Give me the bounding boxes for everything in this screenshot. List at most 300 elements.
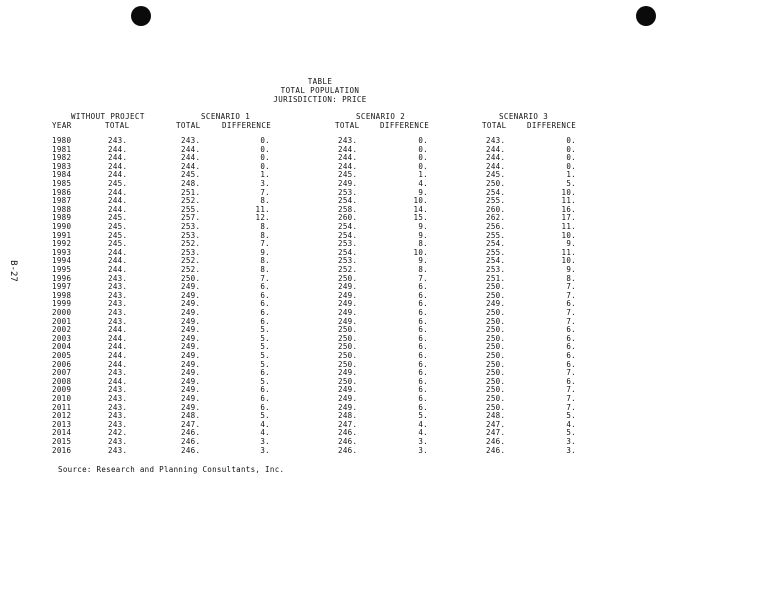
scenario1-total-cell: 249. <box>181 299 201 309</box>
scenario1-difference-cell: 3. <box>260 445 270 455</box>
year-cell: 1999 <box>52 299 72 309</box>
scenario2-total-cell: 249. <box>338 299 358 309</box>
scenario2-difference-cell: 6. <box>418 342 428 352</box>
without-project-total-cell: 245. <box>108 222 128 231</box>
scenario1-difference-cell: 5. <box>260 359 270 369</box>
scenario1-total-cell: 250. <box>181 273 201 283</box>
scenario3-difference-cell: 6. <box>566 342 576 352</box>
scenario2-total-cell: 247. <box>338 419 358 429</box>
scenario2-total-cell: 250. <box>338 342 358 352</box>
without-project-total-cell: 243. <box>108 299 128 309</box>
scenario3-difference-cell: 3. <box>566 445 576 455</box>
scenario3-total-cell: 250. <box>486 325 506 335</box>
scenario2-total-cell: 258. <box>338 204 358 214</box>
scenario2-difference-cell: 9. <box>418 187 428 197</box>
scenario1-difference-cell: 3. <box>260 179 270 188</box>
scenario3-total-cell: 255. <box>486 230 506 240</box>
scenario2-total-cell: 244. <box>338 153 358 163</box>
scenario3-difference-cell: 9. <box>566 265 576 274</box>
scenario1-difference-cell: 8. <box>260 222 270 231</box>
year-cell: 1995 <box>52 265 72 274</box>
year-cell: 2014 <box>52 428 72 438</box>
without-project-total-cell: 243. <box>108 419 128 429</box>
year-cell: 2012 <box>52 411 72 421</box>
without-project-total-cell: 244. <box>108 187 128 197</box>
scenario1-difference-cell: 6. <box>260 385 270 395</box>
scenario2-difference-cell: 3. <box>418 437 428 446</box>
scenario3-total-cell: 250. <box>486 290 506 300</box>
header-s2-difference: DIFFERENCE <box>380 121 430 130</box>
scenario2-difference-cell: 4. <box>418 179 428 188</box>
without-project-total-cell: 243. <box>108 402 128 412</box>
scenario3-difference-cell: 11. <box>561 222 576 231</box>
scenario3-difference-cell: 6. <box>566 359 576 369</box>
scenario3-difference-cell: 6. <box>566 376 576 386</box>
header-without-project: WITHOUT PROJECT <box>71 112 145 121</box>
scenario1-total-cell: 246. <box>181 428 201 438</box>
scenario3-total-cell: 250. <box>486 394 506 403</box>
header-year: YEAR <box>52 121 72 130</box>
scenario1-total-cell: 257. <box>181 213 201 223</box>
scenario3-difference-cell: 17. <box>561 213 576 223</box>
scenario1-difference-cell: 5. <box>260 325 270 335</box>
scenario3-total-cell: 253. <box>486 265 506 274</box>
scenario1-difference-cell: 8. <box>260 265 270 274</box>
without-project-total-cell: 244. <box>108 325 128 335</box>
without-project-total-cell: 243. <box>108 445 128 455</box>
scenario3-total-cell: 243. <box>486 136 506 145</box>
without-project-total-cell: 245. <box>108 213 128 223</box>
year-cell: 2015 <box>52 437 72 446</box>
scenario3-difference-cell: 6. <box>566 299 576 309</box>
scenario1-difference-cell: 6. <box>260 402 270 412</box>
scenario2-difference-cell: 4. <box>418 428 428 438</box>
scenario3-total-cell: 247. <box>486 419 506 429</box>
scenario1-difference-cell: 5. <box>260 376 270 386</box>
without-project-total-cell: 243. <box>108 136 128 145</box>
scenario3-difference-cell: 10. <box>561 256 576 266</box>
year-cell: 2002 <box>52 325 72 335</box>
scenario2-difference-cell: 6. <box>418 333 428 343</box>
without-project-total-cell: 244. <box>108 342 128 352</box>
scenario1-total-cell: 245. <box>181 170 201 180</box>
scenario3-total-cell: 262. <box>486 213 506 223</box>
without-project-total-cell: 244. <box>108 170 128 180</box>
scenario3-total-cell: 254. <box>486 239 506 249</box>
without-project-total-cell: 244. <box>108 161 128 171</box>
scenario3-total-cell: 250. <box>486 179 506 188</box>
scenario3-difference-cell: 3. <box>566 437 576 446</box>
scenario1-total-cell: 249. <box>181 376 201 386</box>
scenario1-difference-cell: 6. <box>260 368 270 378</box>
scenario1-total-cell: 252. <box>181 256 201 266</box>
table-title: TABLE <box>307 77 333 86</box>
without-project-total-cell: 243. <box>108 316 128 326</box>
header-scenario-2: SCENARIO 2 <box>356 112 406 121</box>
scenario1-total-cell: 253. <box>181 230 201 240</box>
without-project-total-cell: 244. <box>108 265 128 274</box>
scenario1-difference-cell: 6. <box>260 290 270 300</box>
scenario1-difference-cell: 4. <box>260 428 270 438</box>
scenario2-total-cell: 249. <box>338 308 358 317</box>
scenario1-total-cell: 247. <box>181 419 201 429</box>
scenario2-total-cell: 249. <box>338 385 358 395</box>
scenario1-difference-cell: 7. <box>260 273 270 283</box>
without-project-total-cell: 244. <box>108 333 128 343</box>
scenario1-difference-cell: 1. <box>260 170 270 180</box>
scenario3-difference-cell: 7. <box>566 402 576 412</box>
scenario1-total-cell: 252. <box>181 239 201 249</box>
scenario1-difference-cell: 12. <box>255 213 270 223</box>
scenario1-total-cell: 244. <box>181 144 201 154</box>
year-cell: 1980 <box>52 136 72 145</box>
scenario3-difference-cell: 7. <box>566 385 576 395</box>
without-project-total-cell: 243. <box>108 282 128 292</box>
scenario2-total-cell: 252. <box>338 265 358 274</box>
year-cell: 1981 <box>52 144 72 154</box>
scenario1-total-cell: 249. <box>181 342 201 352</box>
scenario3-total-cell: 249. <box>486 299 506 309</box>
scenario1-total-cell: 249. <box>181 351 201 360</box>
scenario2-difference-cell: 8. <box>418 265 428 274</box>
scenario3-difference-cell: 6. <box>566 325 576 335</box>
scenario3-total-cell: 250. <box>486 316 506 326</box>
without-project-total-cell: 243. <box>108 308 128 317</box>
scenario2-total-cell: 249. <box>338 394 358 403</box>
source-note: Source: Research and Planning Consultants, Inc. <box>58 465 285 474</box>
scenario3-difference-cell: 11. <box>561 247 576 257</box>
table-subtitle: TOTAL POPULATION <box>280 86 360 95</box>
table-row <box>0 447 782 456</box>
header-s1-difference: DIFFERENCE <box>222 121 272 130</box>
scenario2-difference-cell: 6. <box>418 290 428 300</box>
scenario2-difference-cell: 0. <box>418 153 428 163</box>
scenario2-difference-cell: 9. <box>418 230 428 240</box>
year-cell: 1994 <box>52 256 72 266</box>
scenario1-total-cell: 252. <box>181 196 201 206</box>
scenario3-total-cell: 250. <box>486 385 506 395</box>
year-cell: 2011 <box>52 402 72 412</box>
scenario3-total-cell: 256. <box>486 222 506 231</box>
year-cell: 2003 <box>52 333 72 343</box>
scenario3-total-cell: 250. <box>486 368 506 378</box>
year-cell: 1982 <box>52 153 72 163</box>
without-project-total-cell: 243. <box>108 273 128 283</box>
header-scenario-3: SCENARIO 3 <box>499 112 549 121</box>
scenario1-total-cell: 249. <box>181 394 201 403</box>
scenario1-difference-cell: 6. <box>260 316 270 326</box>
without-project-total-cell: 245. <box>108 239 128 249</box>
scenario2-difference-cell: 6. <box>418 402 428 412</box>
without-project-total-cell: 242. <box>108 428 128 438</box>
scenario1-total-cell: 248. <box>181 179 201 188</box>
scenario3-total-cell: 260. <box>486 204 506 214</box>
scenario3-difference-cell: 7. <box>566 394 576 403</box>
scenario2-total-cell: 246. <box>338 437 358 446</box>
scenario3-difference-cell: 6. <box>566 333 576 343</box>
year-cell: 1986 <box>52 187 72 197</box>
without-project-total-cell: 243. <box>108 411 128 421</box>
scenario2-difference-cell: 5. <box>418 411 428 421</box>
scenario2-total-cell: 253. <box>338 239 358 249</box>
scenario1-difference-cell: 7. <box>260 187 270 197</box>
year-cell: 2007 <box>52 368 72 378</box>
scenario2-difference-cell: 6. <box>418 368 428 378</box>
scenario1-total-cell: 249. <box>181 368 201 378</box>
scenario1-total-cell: 249. <box>181 282 201 292</box>
scenario3-difference-cell: 9. <box>566 239 576 249</box>
scenario2-difference-cell: 6. <box>418 308 428 317</box>
scenario1-total-cell: 246. <box>181 437 201 446</box>
scenario2-total-cell: 250. <box>338 273 358 283</box>
scenario3-difference-cell: 7. <box>566 282 576 292</box>
scenario2-total-cell: 254. <box>338 230 358 240</box>
scenario2-difference-cell: 6. <box>418 394 428 403</box>
scenario2-difference-cell: 6. <box>418 325 428 335</box>
scenario3-difference-cell: 0. <box>566 144 576 154</box>
scenario2-total-cell: 250. <box>338 359 358 369</box>
year-cell: 1996 <box>52 273 72 283</box>
without-project-total-cell: 243. <box>108 385 128 395</box>
scenario3-total-cell: 247. <box>486 428 506 438</box>
year-cell: 1997 <box>52 282 72 292</box>
scenario2-difference-cell: 10. <box>413 196 428 206</box>
without-project-total-cell: 244. <box>108 247 128 257</box>
scenario2-difference-cell: 0. <box>418 144 428 154</box>
scenario3-total-cell: 250. <box>486 402 506 412</box>
scenario1-difference-cell: 11. <box>255 204 270 214</box>
scenario3-difference-cell: 6. <box>566 351 576 360</box>
year-cell: 1983 <box>52 161 72 171</box>
scenario3-total-cell: 246. <box>486 437 506 446</box>
scenario1-difference-cell: 0. <box>260 153 270 163</box>
scenario1-total-cell: 252. <box>181 265 201 274</box>
scenario3-total-cell: 250. <box>486 342 506 352</box>
scenario1-difference-cell: 8. <box>260 256 270 266</box>
scenario1-total-cell: 249. <box>181 316 201 326</box>
scenario1-total-cell: 249. <box>181 290 201 300</box>
scenario2-total-cell: 246. <box>338 445 358 455</box>
scenario2-total-cell: 250. <box>338 325 358 335</box>
scenario3-total-cell: 255. <box>486 247 506 257</box>
scenario2-total-cell: 243. <box>338 136 358 145</box>
scenario3-difference-cell: 5. <box>566 428 576 438</box>
scenario2-total-cell: 253. <box>338 256 358 266</box>
year-cell: 1985 <box>52 179 72 188</box>
without-project-total-cell: 244. <box>108 204 128 214</box>
scenario3-total-cell: 254. <box>486 256 506 266</box>
without-project-total-cell: 245. <box>108 179 128 188</box>
year-cell: 2010 <box>52 394 72 403</box>
scenario3-difference-cell: 7. <box>566 368 576 378</box>
without-project-total-cell: 243. <box>108 394 128 403</box>
header-s3-total: TOTAL <box>482 121 507 130</box>
without-project-total-cell: 244. <box>108 144 128 154</box>
page-number: B-27 <box>7 260 18 282</box>
scenario2-total-cell: 249. <box>338 368 358 378</box>
scenario2-difference-cell: 8. <box>418 239 428 249</box>
year-cell: 2006 <box>52 359 72 369</box>
scenario3-total-cell: 244. <box>486 144 506 154</box>
scenario2-total-cell: 260. <box>338 213 358 223</box>
scenario3-difference-cell: 0. <box>566 153 576 163</box>
scenario2-difference-cell: 10. <box>413 247 428 257</box>
header-s3-difference: DIFFERENCE <box>527 121 577 130</box>
scenario2-total-cell: 250. <box>338 351 358 360</box>
scenario2-total-cell: 249. <box>338 316 358 326</box>
scenario2-difference-cell: 3. <box>418 445 428 455</box>
year-cell: 2004 <box>52 342 72 352</box>
scenario2-total-cell: 244. <box>338 161 358 171</box>
scenario3-difference-cell: 11. <box>561 196 576 206</box>
scenario2-total-cell: 250. <box>338 376 358 386</box>
scenario2-total-cell: 254. <box>338 222 358 231</box>
year-cell: 2000 <box>52 308 72 317</box>
scenario1-total-cell: 248. <box>181 411 201 421</box>
without-project-total-cell: 243. <box>108 368 128 378</box>
year-cell: 1989 <box>52 213 72 223</box>
scenario1-difference-cell: 0. <box>260 161 270 171</box>
scenario2-total-cell: 244. <box>338 144 358 154</box>
scenario3-difference-cell: 5. <box>566 411 576 421</box>
scenario2-total-cell: 246. <box>338 428 358 438</box>
scenario3-difference-cell: 7. <box>566 316 576 326</box>
scenario2-difference-cell: 6. <box>418 351 428 360</box>
year-cell: 1990 <box>52 222 72 231</box>
without-project-total-cell: 244. <box>108 256 128 266</box>
scenario3-total-cell: 254. <box>486 187 506 197</box>
scenario1-total-cell: 244. <box>181 161 201 171</box>
year-cell: 1984 <box>52 170 72 180</box>
scenario2-difference-cell: 6. <box>418 359 428 369</box>
scenario3-total-cell: 250. <box>486 351 506 360</box>
year-cell: 1998 <box>52 290 72 300</box>
binder-hole-right <box>636 6 656 26</box>
scenario2-difference-cell: 6. <box>418 316 428 326</box>
without-project-total-cell: 245. <box>108 230 128 240</box>
without-project-total-cell: 244. <box>108 376 128 386</box>
scenario3-difference-cell: 4. <box>566 419 576 429</box>
scenario3-difference-cell: 7. <box>566 308 576 317</box>
scenario2-total-cell: 248. <box>338 411 358 421</box>
scenario1-total-cell: 253. <box>181 222 201 231</box>
year-cell: 1992 <box>52 239 72 249</box>
header-scenario-1: SCENARIO 1 <box>201 112 251 121</box>
scenario2-difference-cell: 6. <box>418 282 428 292</box>
jurisdiction-label: JURISDICTION: PRICE <box>273 95 367 104</box>
binder-hole-left <box>131 6 151 26</box>
scenario2-total-cell: 250. <box>338 333 358 343</box>
header-s1-total: TOTAL <box>176 121 201 130</box>
without-project-total-cell: 244. <box>108 153 128 163</box>
scenario2-total-cell: 249. <box>338 402 358 412</box>
scenario1-total-cell: 249. <box>181 385 201 395</box>
scenario3-difference-cell: 10. <box>561 187 576 197</box>
scenario3-difference-cell: 16. <box>561 204 576 214</box>
scenario1-difference-cell: 5. <box>260 342 270 352</box>
scenario3-difference-cell: 1. <box>566 170 576 180</box>
scenario3-total-cell: 250. <box>486 333 506 343</box>
scenario3-total-cell: 248. <box>486 411 506 421</box>
scenario3-total-cell: 250. <box>486 359 506 369</box>
scenario2-difference-cell: 9. <box>418 256 428 266</box>
scenario2-total-cell: 249. <box>338 179 358 188</box>
scenario2-total-cell: 254. <box>338 247 358 257</box>
scenario3-difference-cell: 7. <box>566 290 576 300</box>
year-cell: 1991 <box>52 230 72 240</box>
scenario1-total-cell: 249. <box>181 333 201 343</box>
scenario3-difference-cell: 10. <box>561 230 576 240</box>
scenario1-difference-cell: 5. <box>260 333 270 343</box>
scenario3-total-cell: 244. <box>486 153 506 163</box>
scenario1-difference-cell: 5. <box>260 411 270 421</box>
year-cell: 1993 <box>52 247 72 257</box>
scenario3-difference-cell: 5. <box>566 179 576 188</box>
without-project-total-cell: 244. <box>108 351 128 360</box>
scenario3-total-cell: 251. <box>486 273 506 283</box>
without-project-total-cell: 244. <box>108 359 128 369</box>
scenario1-total-cell: 249. <box>181 402 201 412</box>
scenario2-difference-cell: 4. <box>418 419 428 429</box>
year-cell: 2005 <box>52 351 72 360</box>
scenario1-total-cell: 244. <box>181 153 201 163</box>
scenario3-difference-cell: 0. <box>566 161 576 171</box>
without-project-total-cell: 244. <box>108 196 128 206</box>
scenario2-total-cell: 254. <box>338 196 358 206</box>
scenario1-difference-cell: 8. <box>260 196 270 206</box>
scenario1-difference-cell: 3. <box>260 437 270 446</box>
scenario1-total-cell: 255. <box>181 204 201 214</box>
scenario2-difference-cell: 15. <box>413 213 428 223</box>
scenario1-total-cell: 249. <box>181 325 201 335</box>
scenario2-difference-cell: 1. <box>418 170 428 180</box>
scenario1-difference-cell: 0. <box>260 144 270 154</box>
scenario1-difference-cell: 6. <box>260 394 270 403</box>
scenario2-difference-cell: 6. <box>418 385 428 395</box>
year-cell: 1987 <box>52 196 72 206</box>
scenario1-total-cell: 246. <box>181 445 201 455</box>
scenario3-total-cell: 255. <box>486 196 506 206</box>
scenario2-difference-cell: 14. <box>413 204 428 214</box>
scenario1-difference-cell: 6. <box>260 299 270 309</box>
scenario2-total-cell: 245. <box>338 170 358 180</box>
scenario3-total-cell: 250. <box>486 308 506 317</box>
header-s2-total: TOTAL <box>335 121 360 130</box>
scenario2-difference-cell: 7. <box>418 273 428 283</box>
scenario2-difference-cell: 0. <box>418 136 428 145</box>
year-cell: 2016 <box>52 445 72 455</box>
year-cell: 2001 <box>52 316 72 326</box>
scenario2-difference-cell: 6. <box>418 299 428 309</box>
scenario3-difference-cell: 0. <box>566 136 576 145</box>
scenario3-total-cell: 245. <box>486 170 506 180</box>
scenario1-total-cell: 249. <box>181 359 201 369</box>
scenario1-total-cell: 251. <box>181 187 201 197</box>
scenario1-difference-cell: 8. <box>260 230 270 240</box>
scenario3-total-cell: 250. <box>486 282 506 292</box>
scenario1-total-cell: 243. <box>181 136 201 145</box>
year-cell: 1988 <box>52 204 72 214</box>
scenario1-difference-cell: 4. <box>260 419 270 429</box>
scenario3-total-cell: 246. <box>486 445 506 455</box>
scenario3-total-cell: 250. <box>486 376 506 386</box>
without-project-total-cell: 243. <box>108 290 128 300</box>
scenario2-difference-cell: 6. <box>418 376 428 386</box>
scenario1-difference-cell: 7. <box>260 239 270 249</box>
year-cell: 2013 <box>52 419 72 429</box>
scenario2-difference-cell: 0. <box>418 161 428 171</box>
scenario1-difference-cell: 9. <box>260 247 270 257</box>
